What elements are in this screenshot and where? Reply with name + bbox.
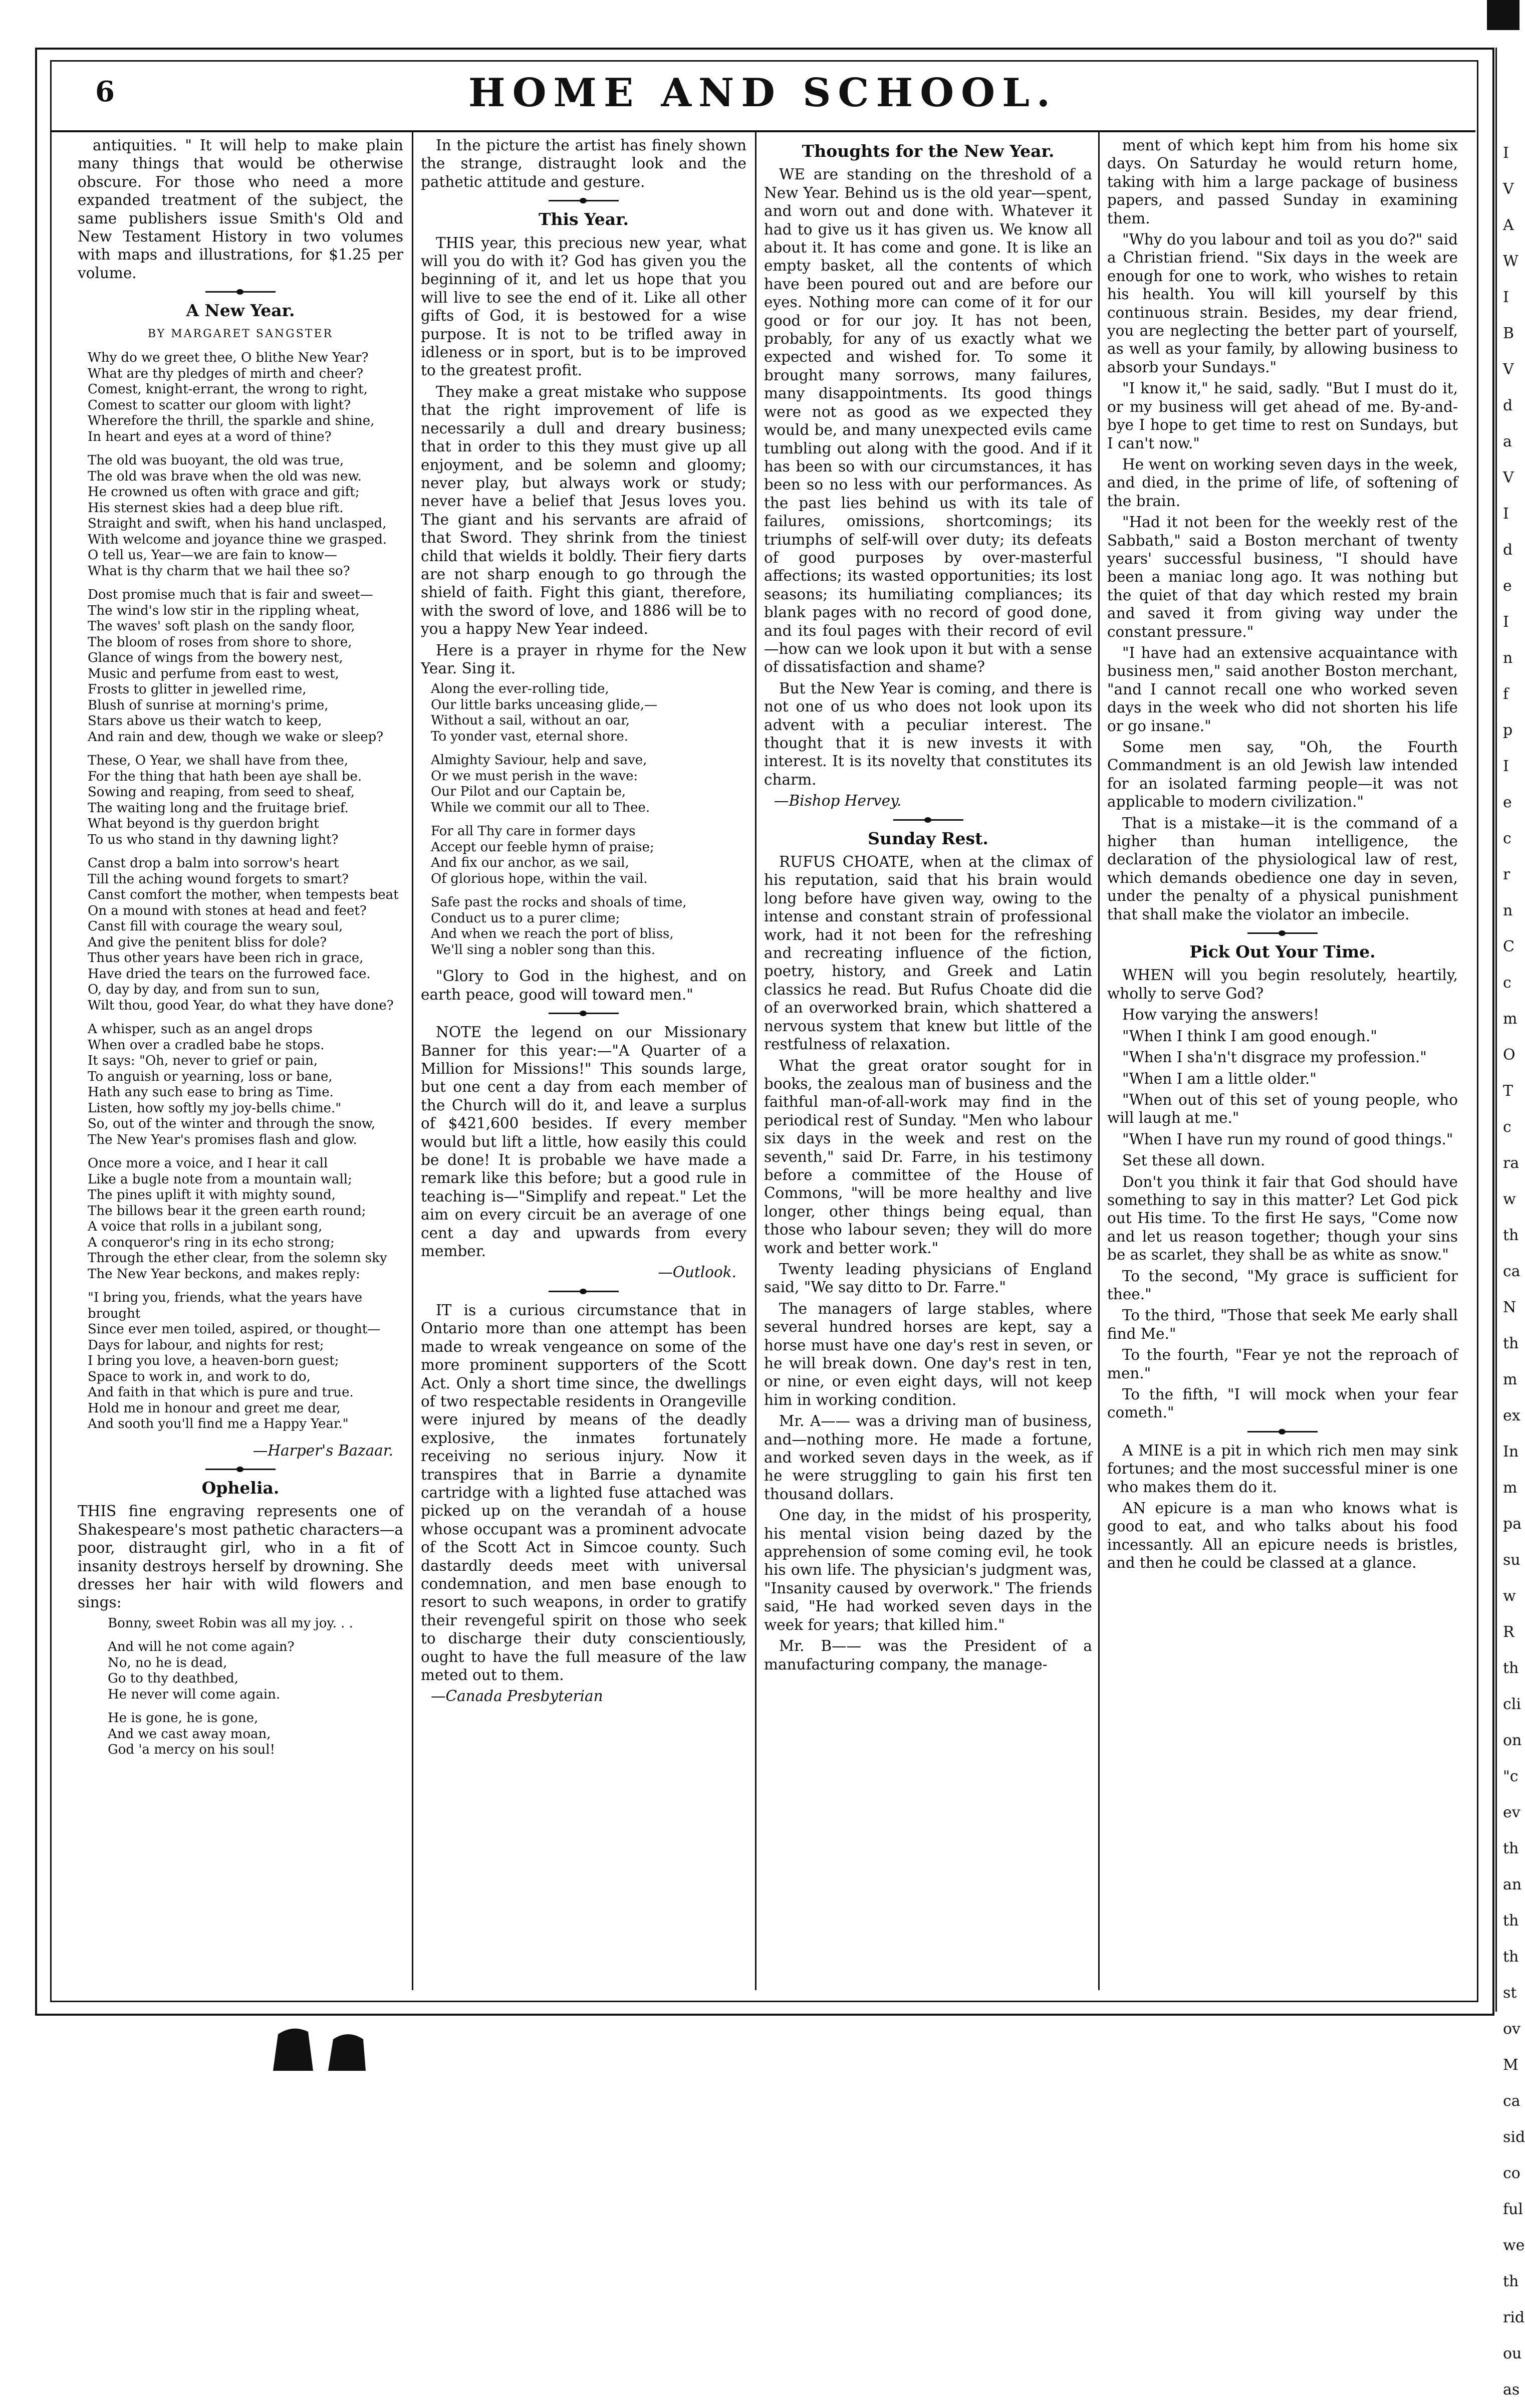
verse-line: His sternest skies had a deep blue rift. [88,500,344,516]
verse-line: The wind's low stir in the rippling wheat, [88,603,360,618]
verse-line: He never will come again. [108,1687,281,1702]
column-divider [412,131,413,1990]
verse-line: For the thing that hath been aye shall be. [88,769,362,784]
verse-line: Have dried the tears on the furrowed face. [88,966,371,982]
article-paragraph: "Glory to God in the highest, and on earth peace, good will toward men." [421,968,746,1003]
adjacent-text-fragment: T [1503,1082,1513,1100]
adjacent-text-fragment: cli [1503,1696,1521,1713]
article-paragraph: "I have had an extensive acquaintance with business men," said another Boston merchant, "and I cannot recall one who worked seven days in the week who did not shorten his life or go insane." [1107,644,1458,735]
adjacent-text-fragment: d [1503,541,1513,559]
verse-line: Canst drop a balm into sorrow's heart [88,856,339,871]
adjacent-text-fragment: V [1503,180,1514,198]
verse-line: Frosts to glitter in jewelled rime, [88,682,307,697]
adjacent-text-fragment: ra [1503,1154,1519,1172]
article-paragraph: In the picture the artist has finely shown the strange, distraught look and the pathetic attitude and gesture. [421,137,746,190]
article-paragraph: ment of which kept him from his home six days. On Saturday he would return home, taking with him a large package of business papers, and passed Sunday in examining them. [1107,137,1458,227]
verse-line: Canst fill with courage the weary soul, [88,919,343,934]
adjacent-text-fragment: a [1503,433,1512,450]
stanza [431,753,746,816]
verse-line: Wherefore the thrill, the sparkle and shine, [88,413,375,429]
verse-line: The billows bear it the green earth round; [88,1203,366,1219]
verse-line: Along the ever-rolling tide, [431,681,609,697]
verse-line: Of glorious hope, within the vail. [431,871,648,886]
verse-line: Music and perfume from east to west, [88,666,339,681]
verse-line: Listen, how softly my joy-bells chime." [88,1100,342,1116]
verse-line: Stars above us their watch to keep, [88,713,322,729]
verse-line: Or we must perish in the wave: [431,768,638,784]
adjacent-text-fragment: m [1503,1479,1517,1497]
verse-line: Dost promise much that is fair and sweet— [88,587,373,603]
header-rule [50,130,1475,132]
verse-line: To us who stand in thy dawning light? [88,832,339,847]
verse-line: Bonny, sweet Robin was all my joy. . . [108,1615,353,1631]
section-separator [205,1469,276,1470]
verse-line: Safe past the rocks and shoals of time, [431,895,687,910]
column-divider [755,131,756,1990]
adjacent-text-fragment: d [1503,397,1513,414]
verse-line: Without a sail, without an oar, [431,713,630,729]
adjacent-text-fragment: on [1503,1732,1522,1749]
adjacent-text-fragment: ev [1503,1804,1520,1821]
stanza [431,824,746,887]
verse-line: A voice that rolls in a jubilant song, [88,1219,323,1235]
verse-line: To anguish or yearning, loss or bane, [88,1069,333,1084]
article-paragraph: One day, in the midst of his prosperity, his mental vision being dazed by the apprehension of some coming evil, he took his own life. The physician's judgment was, "Insanity caused by overwork." The friends said, "He had worked seven days in the week for years; that killed him." [764,1507,1092,1633]
section-separator [549,1013,619,1014]
verse-line: Canst comfort the mother, when tempests beat [88,887,399,903]
verse-line: Since ever men toiled, aspired, or thought— [88,1322,381,1337]
verse-line: Our Pilot and our Captain be, [431,784,626,800]
adjacent-text-fragment: p [1503,721,1513,739]
adjacent-text-fragment: O [1503,1046,1515,1064]
adjacent-page-fragments [1503,135,1525,2398]
article-paragraph: "When out of this set of young people, who will laugh at me." [1107,1091,1458,1127]
article-paragraph: IT is a curious circumstance that in Ontario more than one attempt has been made to wreak vengeance on some of the more prominent supporters of the Scott Act. Only a short time since, the dwellings of two respectable residents in Orangeville were injured by means of the deadly explosive, the inmates fortunately receiving no serious injury. Now it transpires that in Barrie a dynamite cartridge with a lighted fuse attached was picked up on the verandah of a house whose occupant was a prominent advocate of the Scott Act in Simcoe county. Such dastardly deeds meet with universal condemnation, and men base enough to resort to such weapons, in order to gratify their revengeful spirit on those who seek to discharge their duty conscientiously, ought to have the full measure of the law meted out to them. [421,1301,746,1683]
article-paragraph: antiquities. " It will help to make plain many things that would be otherwise obscure. For those who need a more expanded treatment of the subject, the same publishers issue Smith's Old and New Testament History in two volumes with maps and illustrations, for $1.25 per volume. [78,137,403,282]
verse-line: With welcome and joyance thine we grasped. [88,532,387,547]
section-separator [893,819,963,821]
article-title: Pick Out Your Time. [1189,942,1376,962]
adjacent-text-fragment: I [1503,144,1509,162]
adjacent-text-fragment: In [1503,1443,1519,1461]
verse-line: Comest to scatter our gloom with light? [88,397,351,413]
verse-line: And give the penitent bliss for dole? [88,934,327,950]
verse-line: The pines uplift it with mighty sound, [88,1187,336,1203]
verse-line: When over a cradled babe he stops. [88,1037,325,1053]
verse-line: Straight and swift, when his hand unclasped, [88,516,387,532]
adjacent-text-fragment: I [1503,613,1509,631]
adjacent-text-fragment: st [1503,1984,1517,2002]
adjacent-text-fragment: n [1503,649,1513,667]
stanza [431,681,746,745]
adjacent-text-fragment: pa [1503,1515,1522,1533]
verse-line: The waves' soft plash on the sandy floor, [88,619,355,634]
adjacent-text-fragment: ca [1503,1263,1520,1280]
verse-line: Once more a voice, and I hear it call [88,1156,328,1171]
article-paragraph: How varying the answers! [1122,1006,1320,1024]
adjacent-text-fragment: ca [1503,2092,1520,2110]
article-paragraph: "I know it," he said, sadly. "But I must do it, or my business will get ahead of me. By-and-bye I hope to get time to rest on Sundays, but I can't now." [1107,380,1458,452]
stanza [88,350,403,445]
article-paragraph: A MINE is a pit in which rich men may sink fortunes; and the most successful miner is one who makes them do it. [1107,1441,1458,1496]
intro-paragraphs [78,136,403,282]
masthead-title: HOME AND SCHOOL. [468,70,1058,116]
adjacent-text-fragment: ov [1503,2020,1521,2038]
verse-line: A whisper, such as an angel drops [88,1022,313,1037]
article-title: A New Year. [186,301,295,321]
verse-line: To yonder vast, eternal shore. [431,729,628,744]
article-paragraph: To the fourth, "Fear ye not the reproach of men." [1107,1346,1458,1382]
verse-line: Like a bugle note from a mountain wall; [88,1171,352,1187]
page-number: 6 [95,75,115,108]
verse-line: The New Year's promises flash and glow. [88,1132,357,1147]
verse-line: The waiting long and the fruitage brief. [88,800,349,816]
verse-line: O tell us, Year—we are fain to know— [88,548,337,563]
adjacent-text-fragment: as [1503,2381,1520,2398]
article-paragraph: THIS fine engraving represents one of Shakespeare's most pathetic characters—a poor, distraught girl, who in a fit of insanity destroys herself by drowning. She dresses her hair with wild flowers and sings: [78,1503,403,1611]
article-paragraph: To the second, "My grace is sufficient for thee." [1107,1267,1458,1303]
article-paragraph: They make a great mistake who suppose that the right improvement of life is necessarily a dull and dreary business; that in order to this they must give up all enjoyment, and be solemn and gloomy; never play, but always work or study; never have a belief that Jesus loves you. The giant and his servants are afraid of that Sword. They shrink from the tiniest child that wields it boldly. Their fiery darts are not sharp enough to go through the shield of faith. Fight this giant, therefore, with the sword of love, and 1886 will be to you a happy New Year indeed. [421,383,746,638]
article-paragraph: "When I have run my round of good things." [1122,1130,1453,1148]
article-paragraph: To the fifth, "I will mock when your fear cometh." [1107,1386,1458,1421]
verse-line: Hold me in honour and greet me dear, [88,1400,341,1416]
adjacent-text-fragment: rid [1503,2309,1525,2326]
article-paragraph: "Had it not been for the weekly rest of the Sabbath," said a Boston merchant of twenty years' successful business, "I should have been a maniac long ago. It was nothing but the quiet of that day which rested my brain and saved it from giving way under the constant pressure." [1107,514,1458,640]
verse-line: "I bring you, friends, what the years have brought [88,1290,367,1321]
verse-line: Wilt thou, good Year, do what they have done? [88,998,394,1013]
adjacent-text-fragment: c [1503,1118,1511,1136]
article-paragraph: AN epicure is a man who knows what is good to eat, and who talks about his food incessantly. All an epicure needs is bristles, and then he could be classed at a glance. [1107,1500,1458,1572]
article-paragraph: "When I am a little older." [1122,1070,1317,1087]
verse-line: And faith in that which is pure and true. [88,1385,354,1400]
verse-line: Sowing and reaping, from seed to sheaf, [88,785,355,800]
column-3 [764,136,1092,1990]
source-credit: —Canada Presbyterian [431,1688,603,1705]
adjacent-text-fragment: B [1503,325,1514,342]
article-paragraph: He went on working seven days in the week, and died, in the prime of life, of softening of the brain. [1107,455,1458,510]
adjacent-text-fragment: N [1503,1299,1516,1316]
adjacent-text-fragment: th [1503,2273,1519,2290]
adjacent-text-fragment: M [1503,2056,1518,2074]
adjacent-text-fragment: I [1503,758,1509,775]
byline: BY MARGARET SANGSTER [147,327,334,340]
verse-line: Why do we greet thee, O blithe New Year? [88,350,369,366]
article-paragraph: WHEN will you begin resolutely, heartily, wholly to serve God? [1107,967,1458,1002]
verse-line: Thus other years have been rich in grace, [88,950,364,966]
article-paragraph: RUFUS CHOATE, when at the climax of his reputation, said that his brain would long before have given way, owing to the intense and constant strain of professional work, had it not been for the refreshing and recreating influence of the fiction, poetry, history, and Greek and Latin classics he read. But Rufus Choate did die of an overworked brain, which shattered a nervous system that knew but little of the restfulness of relaxation. [764,853,1092,1053]
verse-line: The New Year beckons, and makes reply: [88,1266,360,1282]
verse-line: No, no he is dead, [108,1655,227,1670]
verse-line: Comest, knight-errant, the wrong to right, [88,382,368,397]
stanza [88,587,403,745]
adjacent-text-fragment: an [1503,1876,1522,1893]
article-paragraph: "Why do you labour and toil as you do?" said a Christian friend. "Six days in the week are enough for one to work, who wishes to retain his health. You will kill yourself by this continuous strain. Besides, my dear friend, you are neglecting the better part of yourself, as well as your family, by allowing business to absorb your Sundays." [1107,231,1458,376]
article-body [764,853,1092,1673]
article-paragraph: NOTE the legend on our Missionary Banner for this year:—"A Quarter of a Million for Missions!" This sounds large, but one cent a day from each member of the Church will do it, and leave a surplus of $421,600 besides. If every member would but lift a little, how easily this could be done! It is probable we have made a remark like this before; but a good rule in teaching is—"Simplify and repeat." Let the aim on every circuit be an average of one cent a day and upwards from every member. [421,1024,746,1260]
verse-line: The bloom of roses from shore to shore, [88,634,352,650]
stanza [108,1711,403,1758]
verse-line: What beyond is thy guerdon bright [88,816,319,832]
stanza [88,1290,403,1432]
adjacent-text-fragment: th [1503,1948,1519,1966]
verse-line: Till the aching wound forgets to smart? [88,871,349,887]
section-separator [1247,932,1318,934]
adjacent-text-fragment: r [1503,866,1510,883]
adjacent-text-fragment: V [1503,361,1514,378]
verse-line: For all Thy care in former days [431,824,636,839]
adjacent-text-fragment: we [1503,2237,1525,2254]
article-paragraph: Mr. B—— was the President of a manufacturing company, the manage- [764,1637,1092,1673]
stanza [88,1156,403,1282]
article-paragraph: "When I sha'n't disgrace my profession." [1122,1049,1427,1066]
verse-line: What are thy pledges of mirth and cheer? [88,366,364,381]
adjacent-text-fragment: co [1503,2164,1520,2182]
adjacent-text-fragment: C [1503,938,1514,955]
verse-line: And rain and dew, though we wake or sleep? [88,729,384,745]
article-paragraph: What the great orator sought for in books, the zealous man of business and the faithful man-of-all-work may find in the periodical rest of Sunday. "Men who labour six days in the week and rest on the seventh," said Dr. Farre, in his testimony before a committee of the House of Commons, "will be more healthy and live longer, other things being equal, than those who labour seven; they will do more work and better work." [764,1057,1092,1257]
article-paragraph: Some men say, "Oh, the Fourth Commandment is an old Jewish law intended for an isolated farming people—it was not applicable to modern civilization." [1107,739,1458,811]
adjacent-text-fragment: f [1503,685,1509,703]
source-credit: —Outlook. [658,1264,736,1281]
source-credit: —Bishop Hervey. [774,792,902,810]
article-title: Sunday Rest. [868,828,988,848]
article-paragraph: Mr. A—— was a driving man of business, and—nothing more. He made a fortune, and worked seven days in the week, as if he were struggling to gain his first ten thousand dollars. [764,1412,1092,1503]
verse-line: A conqueror's ring in its echo strong; [88,1235,335,1250]
article-paragraph: But the New Year is coming, and there is not one of us who does not look upon its advent with a peculiar interest. The thought that it is new invests it with interest. It is its novelty that constitutes its charm. [764,679,1092,788]
article-body [764,165,1092,789]
adjacent-text-fragment: R [1503,1623,1514,1641]
verse-line: The old was brave when the old was new. [88,468,362,484]
verse-line: The old was buoyant, the old was true, [88,453,344,468]
verse-line: What is thy charm that we hail thee so? [88,563,350,579]
stanza [108,1639,403,1703]
adjacent-text-fragment: sid [1503,2128,1525,2146]
stanza [88,856,403,1014]
article-title: Thoughts for the New Year. [802,141,1055,161]
song-verse [108,1616,403,1758]
page-header [50,65,1475,120]
verse-line: Space to work in, and work to do, [88,1369,311,1384]
verse-line: Conduct us to a purer clime; [431,910,620,926]
verse-line: O, day by day, and from sun to sun, [88,982,320,998]
verse-line: So, out of the winter and through the snow, [88,1116,376,1132]
adjacent-text-fragment: th [1503,1840,1519,1857]
article-paragraph: WE are standing on the threshold of a New Year. Behind us is the old year—spent, and worn out and done with. Whatever it had to give us it has given us. We know all about it. It has come and gone. It is like an empty basket, all the contents of which have been poured out and are before our eyes. Nothing more can come of it for our good or for our joy. It has not been, probably, for any of us exactly what we expected and wished for. To some it brought many sorrows, many failures, many disappointments. Its good things were not as good as we expected they would be, and many unexpected evils came tumbling out along with the good. And if it has been so with our circumstances, it has been so no less with our performances. As the past lies behind us with its tale of failures, omissions, shortcomings; its triumphs of self-will over duty; its defeats of good purposes by over-masterful affections; its wasted opportunities; its lost seasons; its humiliating compliances; its blank pages with no record of good done, and its foul pages with their record of evil—how can we look upon it but with a sense of dissatisfaction and shame? [764,166,1092,676]
section-separator [205,291,276,293]
verse-line: These, O Year, we shall have from thee, [88,753,349,769]
article-paragraph: Set these all down. [1122,1152,1265,1169]
article-title: This Year. [538,209,629,229]
article-paragraph: To the third, "Those that seek Me early shall find Me." [1107,1307,1458,1342]
adjacent-text-fragment: W [1503,253,1518,270]
adjacent-text-fragment: th [1503,1335,1519,1352]
verse-line: We'll sing a nobler song than this. [431,942,656,957]
adjacent-text-fragment: I [1503,505,1509,523]
column-2 [421,136,746,1990]
adjacent-text-fragment: ful [1503,2201,1523,2218]
verse-line: God 'a mercy on his soul! [108,1742,276,1758]
adjacent-text-fragment: e [1503,794,1512,811]
verse-line: Accept our feeble hymn of praise; [431,839,654,855]
column-4 [1107,136,1458,1990]
article-paragraph: Here is a prayer in rhyme for the New Year. Sing it. [421,641,746,677]
adjacent-text-fragment: c [1503,974,1511,992]
verse-line: Our little barks unceasing glide,— [431,697,658,712]
adjacent-text-fragment: A [1503,216,1514,234]
verse-line: In heart and eyes at a word of thine? [88,429,332,444]
verse-line: Almighty Saviour, help and save, [431,753,647,768]
adjacent-text-fragment: c [1503,830,1511,847]
article-paragraph: THIS year, this precious new year, what will you do with it? God has given you the beginning of it, and let us hope that you will live to see the end of it. Like all other gifts of God, it is bestowed for a wise purpose. It is not to be trifled away in idleness or in sport, but is to be improved to the greatest profit. [421,234,746,379]
verse-line: Hath any such ease to bring as Time. [88,1085,334,1100]
article-paragraph: The managers of large stables, where several hundred horses are kept, say a horse must have one day's rest in seven, or he will break down. One day's rest in ten, or nine, or even eight days, will not keep him in working condition. [764,1300,1092,1408]
adjacent-text-fragment: e [1503,577,1512,595]
verse-line: Days for labour, and nights for rest; [88,1337,324,1353]
verse-line: Blush of sunrise at morning's prime, [88,697,329,713]
verse-line: And when we reach the port of bliss, [431,926,674,942]
article-body [1107,966,1458,1421]
adjacent-text-fragment: su [1503,1551,1520,1569]
stanza [108,1616,403,1632]
article-paragraph: Don't you think it fair that God should have something to say in this matter? Let God pick out His time. To the first He says, "Come now and let us reason together; though your sins be as scarlet, they shall be as white as snow." [1107,1173,1458,1264]
verse-line: And will he not come again? [108,1639,295,1655]
adjacent-text-fragment: m [1503,1371,1517,1388]
adjacent-text-fragment: ex [1503,1407,1520,1424]
adjacent-page-edge-mark [1487,0,1519,30]
article-paragraph: That is a mistake—it is the command of a higher than human intelligence, the declaration of the physiological law of rest, which demands obedience one day in seven, under the penalty of a physical punishment that shall make the violator an imbecile. [1107,814,1458,923]
verse-line: He is gone, he is gone, [108,1711,259,1726]
section-separator [549,1291,619,1292]
verse-line: I bring you love, a heaven-born guest; [88,1353,339,1369]
article-title: Ophelia. [201,1478,280,1498]
article-body-continued [1107,136,1458,923]
adjacent-text-fragment: "c [1503,1768,1518,1785]
stanza [88,453,403,579]
adjacent-text-fragment: w [1503,1587,1516,1605]
hymn [431,681,746,958]
adjacent-page-border [1495,48,1497,2012]
column-divider [1098,131,1100,1990]
verse-line: Through the ether clear, from the solemn sky [88,1251,387,1266]
column-1 [78,136,403,1990]
verse-line: And sooth you'll find me a Happy Year." [88,1416,349,1432]
section-separator [1247,1431,1318,1432]
verse-line: While we commit our all to Thee. [431,800,650,815]
stanza [88,1022,403,1148]
stanza [431,895,746,958]
adjacent-text-fragment: th [1503,1227,1519,1244]
verse-line: Glance of wings from the bowery nest, [88,650,343,666]
article-paragraph: Twenty leading physicians of England said, "We say ditto to Dr. Farre." [764,1260,1092,1296]
article-paragraph: "When I think I am good enough." [1122,1027,1377,1045]
section-separator [549,200,619,201]
source-credit: —Harper's Bazaar. [252,1441,393,1459]
adjacent-text-fragment: ou [1503,2345,1522,2362]
adjacent-text-fragment: th [1503,1659,1519,1677]
stanza [88,753,403,848]
adjacent-text-fragment: m [1503,1010,1517,1028]
verse-line: And we cast away moan, [108,1726,271,1742]
engraving-fragment [263,2024,403,2071]
adjacent-text-fragment: n [1503,902,1513,919]
article-body [421,234,746,678]
adjacent-text-fragment: V [1503,469,1514,487]
poem [88,350,403,1432]
adjacent-text-fragment: I [1503,289,1509,306]
verse-line: And fix our anchor, as we sail, [431,855,629,871]
verse-line: Go to thy deathbed, [108,1671,238,1687]
verse-line: He crowned us often with grace and gift; [88,485,360,500]
adjacent-text-fragment: th [1503,1912,1519,1930]
verse-line: On a mound with stones at head and feet? [88,903,367,918]
verse-line: It says: "Oh, never to grief or pain, [88,1053,318,1069]
adjacent-text-fragment: w [1503,1190,1516,1208]
